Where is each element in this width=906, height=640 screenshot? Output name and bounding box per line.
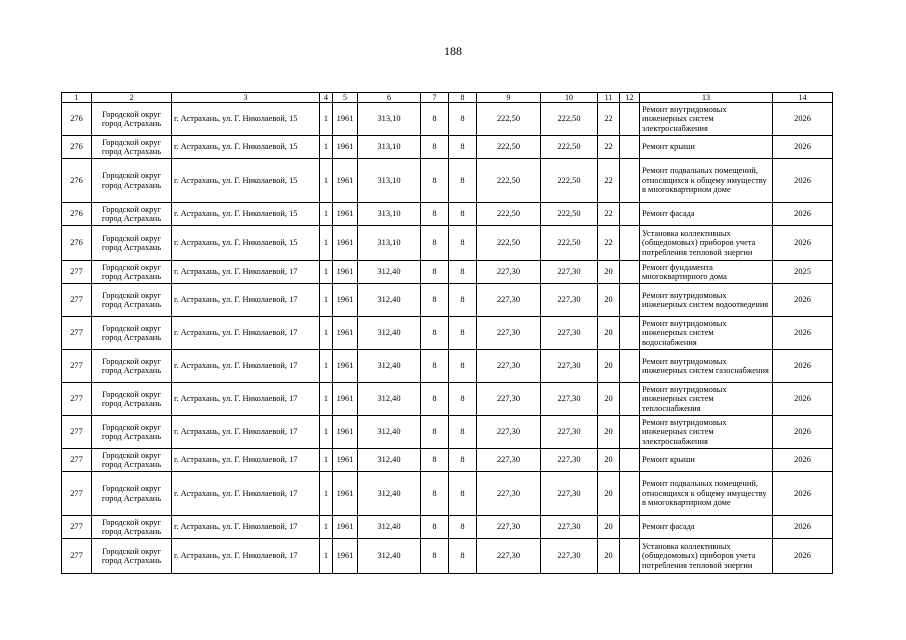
total-area-cell: 312,40 — [358, 416, 421, 449]
row-number-cell: 277 — [62, 261, 92, 284]
table-row — [62, 159, 833, 203]
residential-area-cell: 227,30 — [541, 516, 598, 539]
table-row — [62, 136, 833, 159]
address-cell: г. Астрахань, ул. Г. Николаевой, 17 — [172, 317, 320, 350]
build-year-cell: 1961 — [333, 159, 358, 203]
deadline-cell: 2026 — [773, 472, 833, 516]
living-area-cell: 222,50 — [477, 159, 541, 203]
district-cell: Городской округ город Астрахань — [92, 261, 172, 284]
residential-area-cell: 227,30 — [541, 284, 598, 317]
deadline-cell: 2026 — [773, 136, 833, 159]
residential-area-cell: 222,50 — [541, 103, 598, 136]
work-type-cell: Ремонт внутридомовых инженерных систем электроснабжения — [640, 416, 773, 449]
col-8-cell: 8 — [449, 416, 477, 449]
residents-cell: 20 — [598, 383, 620, 416]
col-4-cell: 1 — [320, 472, 333, 516]
district-cell: Городской округ город Астрахань — [92, 317, 172, 350]
deadline-cell: 2026 — [773, 539, 833, 574]
total-area-cell: 312,40 — [358, 261, 421, 284]
table-row — [62, 226, 833, 261]
row-number-cell: 276 — [62, 136, 92, 159]
build-year-cell: 1961 — [333, 350, 358, 383]
total-area-cell: 313,10 — [358, 203, 421, 226]
living-area-cell: 227,30 — [477, 539, 541, 574]
deadline-cell: 2026 — [773, 159, 833, 203]
row-number-cell: 276 — [62, 226, 92, 261]
col-4-cell: 1 — [320, 416, 333, 449]
residential-area-cell: 227,30 — [541, 261, 598, 284]
district-cell: Городской округ город Астрахань — [92, 472, 172, 516]
work-type-cell: Ремонт фасада — [640, 516, 773, 539]
col-4-cell: 1 — [320, 103, 333, 136]
column-number-cell: 1 — [62, 93, 92, 103]
col-7-cell: 8 — [421, 539, 449, 574]
residents-cell: 20 — [598, 539, 620, 574]
col-4-cell: 1 — [320, 539, 333, 574]
column-number-cell: 4 — [320, 93, 333, 103]
col-7-cell: 8 — [421, 516, 449, 539]
col-8-cell: 8 — [449, 350, 477, 383]
district-cell: Городской округ город Астрахань — [92, 203, 172, 226]
col-8-cell: 8 — [449, 317, 477, 350]
table-row — [62, 350, 833, 383]
row-number-cell: 277 — [62, 284, 92, 317]
col-12-cell — [620, 261, 640, 284]
col-12-cell — [620, 226, 640, 261]
work-type-cell: Ремонт внутридомовых инженерных систем водоснабжения — [640, 317, 773, 350]
col-8-cell: 8 — [449, 472, 477, 516]
deadline-cell: 2026 — [773, 449, 833, 472]
page-number: 188 — [444, 44, 462, 58]
column-number-cell: 2 — [92, 93, 172, 103]
residential-area-cell: 227,30 — [541, 472, 598, 516]
deadline-cell: 2026 — [773, 516, 833, 539]
col-4-cell: 1 — [320, 159, 333, 203]
table-row — [62, 516, 833, 539]
district-cell: Городской округ город Астрахань — [92, 449, 172, 472]
build-year-cell: 1961 — [333, 136, 358, 159]
col-12-cell — [620, 203, 640, 226]
col-7-cell: 8 — [421, 136, 449, 159]
col-8-cell: 8 — [449, 261, 477, 284]
col-12-cell — [620, 159, 640, 203]
living-area-cell: 227,30 — [477, 317, 541, 350]
table-row — [62, 317, 833, 350]
row-number-cell: 277 — [62, 383, 92, 416]
deadline-cell: 2026 — [773, 103, 833, 136]
address-cell: г. Астрахань, ул. Г. Николаевой, 15 — [172, 203, 320, 226]
column-number-cell: 12 — [620, 93, 640, 103]
deadline-cell: 2026 — [773, 416, 833, 449]
district-cell: Городской округ город Астрахань — [92, 416, 172, 449]
table-row — [62, 539, 833, 574]
col-12-cell — [620, 449, 640, 472]
col-4-cell: 1 — [320, 136, 333, 159]
col-7-cell: 8 — [421, 159, 449, 203]
address-cell: г. Астрахань, ул. Г. Николаевой, 15 — [172, 159, 320, 203]
living-area-cell: 227,30 — [477, 261, 541, 284]
residential-area-cell: 227,30 — [541, 383, 598, 416]
col-4-cell: 1 — [320, 203, 333, 226]
table-row — [62, 472, 833, 516]
column-number-row — [62, 93, 833, 103]
district-cell: Городской округ город Астрахань — [92, 539, 172, 574]
col-12-cell — [620, 350, 640, 383]
district-cell: Городской округ город Астрахань — [92, 284, 172, 317]
build-year-cell: 1961 — [333, 226, 358, 261]
col-7-cell: 8 — [421, 383, 449, 416]
work-type-cell: Ремонт крыши — [640, 136, 773, 159]
row-number-cell: 277 — [62, 472, 92, 516]
work-type-cell: Ремонт фундамента многоквартирного дома — [640, 261, 773, 284]
living-area-cell: 227,30 — [477, 516, 541, 539]
column-number-cell: 14 — [773, 93, 833, 103]
col-4-cell: 1 — [320, 261, 333, 284]
deadline-cell: 2026 — [773, 203, 833, 226]
build-year-cell: 1961 — [333, 284, 358, 317]
col-7-cell: 8 — [421, 284, 449, 317]
col-4-cell: 1 — [320, 317, 333, 350]
living-area-cell: 222,50 — [477, 103, 541, 136]
row-number-cell: 277 — [62, 516, 92, 539]
col-7-cell: 8 — [421, 472, 449, 516]
col-4-cell: 1 — [320, 449, 333, 472]
address-cell: г. Астрахань, ул. Г. Николаевой, 15 — [172, 226, 320, 261]
work-type-cell: Ремонт подвальных помещений, относящихся к общему имуществу в многоквартирном доме — [640, 472, 773, 516]
row-number-cell: 277 — [62, 539, 92, 574]
district-cell: Городской округ город Астрахань — [92, 159, 172, 203]
residential-area-cell: 227,30 — [541, 317, 598, 350]
build-year-cell: 1961 — [333, 472, 358, 516]
residential-area-cell: 227,30 — [541, 350, 598, 383]
col-4-cell: 1 — [320, 284, 333, 317]
table-row — [62, 383, 833, 416]
row-number-cell: 277 — [62, 317, 92, 350]
col-7-cell: 8 — [421, 261, 449, 284]
col-7-cell: 8 — [421, 103, 449, 136]
column-number-cell: 10 — [541, 93, 598, 103]
col-12-cell — [620, 284, 640, 317]
table-body — [62, 93, 833, 574]
living-area-cell: 227,30 — [477, 416, 541, 449]
total-area-cell: 312,40 — [358, 350, 421, 383]
build-year-cell: 1961 — [333, 383, 358, 416]
residents-cell: 20 — [598, 449, 620, 472]
build-year-cell: 1961 — [333, 416, 358, 449]
col-8-cell: 8 — [449, 203, 477, 226]
residential-area-cell: 227,30 — [541, 449, 598, 472]
build-year-cell: 1961 — [333, 317, 358, 350]
row-number-cell: 276 — [62, 103, 92, 136]
address-cell: г. Астрахань, ул. Г. Николаевой, 17 — [172, 416, 320, 449]
column-number-cell: 9 — [477, 93, 541, 103]
col-12-cell — [620, 539, 640, 574]
column-number-cell: 5 — [333, 93, 358, 103]
build-year-cell: 1961 — [333, 449, 358, 472]
build-year-cell: 1961 — [333, 203, 358, 226]
address-cell: г. Астрахань, ул. Г. Николаевой, 17 — [172, 449, 320, 472]
table-row — [62, 203, 833, 226]
col-8-cell: 8 — [449, 103, 477, 136]
address-cell: г. Астрахань, ул. Г. Николаевой, 15 — [172, 136, 320, 159]
build-year-cell: 1961 — [333, 103, 358, 136]
district-cell: Городской округ город Астрахань — [92, 136, 172, 159]
col-8-cell: 8 — [449, 136, 477, 159]
district-cell: Городской округ город Астрахань — [92, 103, 172, 136]
total-area-cell: 312,40 — [358, 516, 421, 539]
col-12-cell — [620, 416, 640, 449]
deadline-cell: 2025 — [773, 261, 833, 284]
residents-cell: 20 — [598, 416, 620, 449]
residential-area-cell: 227,30 — [541, 539, 598, 574]
living-area-cell: 227,30 — [477, 449, 541, 472]
row-number-cell: 277 — [62, 416, 92, 449]
residents-cell: 22 — [598, 226, 620, 261]
work-type-cell: Ремонт внутридомовых инженерных систем электроснабжения — [640, 103, 773, 136]
residential-area-cell: 227,30 — [541, 416, 598, 449]
residents-cell: 22 — [598, 103, 620, 136]
address-cell: г. Астрахань, ул. Г. Николаевой, 17 — [172, 350, 320, 383]
work-type-cell: Ремонт внутридомовых инженерных систем газоснабжения — [640, 350, 773, 383]
residents-cell: 20 — [598, 472, 620, 516]
col-12-cell — [620, 472, 640, 516]
living-area-cell: 222,50 — [477, 226, 541, 261]
work-type-cell: Установка коллективных (общедомовых) приборов учета потребления тепловой энергии — [640, 539, 773, 574]
col-7-cell: 8 — [421, 317, 449, 350]
address-cell: г. Астрахань, ул. Г. Николаевой, 17 — [172, 383, 320, 416]
table-row — [62, 103, 833, 136]
total-area-cell: 313,10 — [358, 226, 421, 261]
residents-cell: 22 — [598, 136, 620, 159]
residential-area-cell: 222,50 — [541, 136, 598, 159]
living-area-cell: 227,30 — [477, 350, 541, 383]
col-7-cell: 8 — [421, 203, 449, 226]
deadline-cell: 2026 — [773, 284, 833, 317]
col-12-cell — [620, 103, 640, 136]
residents-cell: 20 — [598, 317, 620, 350]
col-8-cell: 8 — [449, 383, 477, 416]
residents-cell: 22 — [598, 159, 620, 203]
col-4-cell: 1 — [320, 350, 333, 383]
total-area-cell: 312,40 — [358, 383, 421, 416]
total-area-cell: 313,10 — [358, 159, 421, 203]
district-cell: Городской округ город Астрахань — [92, 350, 172, 383]
row-number-cell: 277 — [62, 449, 92, 472]
build-year-cell: 1961 — [333, 516, 358, 539]
col-4-cell: 1 — [320, 383, 333, 416]
total-area-cell: 312,40 — [358, 449, 421, 472]
work-type-cell: Ремонт внутридомовых инженерных систем теплоснабжения — [640, 383, 773, 416]
table-row — [62, 416, 833, 449]
address-cell: г. Астрахань, ул. Г. Николаевой, 15 — [172, 103, 320, 136]
deadline-cell: 2026 — [773, 350, 833, 383]
column-number-cell: 3 — [172, 93, 320, 103]
work-type-cell: Установка коллективных (общедомовых) приборов учета потребления тепловой энергии — [640, 226, 773, 261]
col-4-cell: 1 — [320, 516, 333, 539]
build-year-cell: 1961 — [333, 539, 358, 574]
column-number-cell: 13 — [640, 93, 773, 103]
build-year-cell: 1961 — [333, 261, 358, 284]
living-area-cell: 222,50 — [477, 136, 541, 159]
deadline-cell: 2026 — [773, 317, 833, 350]
address-cell: г. Астрахань, ул. Г. Николаевой, 17 — [172, 284, 320, 317]
total-area-cell: 313,10 — [358, 136, 421, 159]
column-number-cell: 7 — [421, 93, 449, 103]
district-cell: Городской округ город Астрахань — [92, 383, 172, 416]
repair-schedule-table — [61, 92, 833, 574]
col-7-cell: 8 — [421, 416, 449, 449]
row-number-cell: 277 — [62, 350, 92, 383]
deadline-cell: 2026 — [773, 226, 833, 261]
work-type-cell: Ремонт внутридомовых инженерных систем водоотведения — [640, 284, 773, 317]
address-cell: г. Астрахань, ул. Г. Николаевой, 17 — [172, 516, 320, 539]
living-area-cell: 227,30 — [477, 472, 541, 516]
work-type-cell: Ремонт фасада — [640, 203, 773, 226]
col-12-cell — [620, 317, 640, 350]
col-12-cell — [620, 516, 640, 539]
address-cell: г. Астрахань, ул. Г. Николаевой, 17 — [172, 539, 320, 574]
living-area-cell: 227,30 — [477, 284, 541, 317]
address-cell: г. Астрахань, ул. Г. Николаевой, 17 — [172, 261, 320, 284]
total-area-cell: 312,40 — [358, 472, 421, 516]
table-row — [62, 284, 833, 317]
total-area-cell: 312,40 — [358, 284, 421, 317]
district-cell: Городской округ город Астрахань — [92, 226, 172, 261]
row-number-cell: 276 — [62, 203, 92, 226]
residential-area-cell: 222,50 — [541, 159, 598, 203]
col-8-cell: 8 — [449, 159, 477, 203]
col-4-cell: 1 — [320, 226, 333, 261]
col-7-cell: 8 — [421, 350, 449, 383]
table-row — [62, 449, 833, 472]
residential-area-cell: 222,50 — [541, 226, 598, 261]
col-12-cell — [620, 136, 640, 159]
col-12-cell — [620, 383, 640, 416]
col-7-cell: 8 — [421, 226, 449, 261]
residents-cell: 20 — [598, 516, 620, 539]
living-area-cell: 222,50 — [477, 203, 541, 226]
col-8-cell: 8 — [449, 284, 477, 317]
col-8-cell: 8 — [449, 539, 477, 574]
total-area-cell: 312,40 — [358, 539, 421, 574]
column-number-cell: 8 — [449, 93, 477, 103]
col-8-cell: 8 — [449, 449, 477, 472]
row-number-cell: 276 — [62, 159, 92, 203]
table-row — [62, 261, 833, 284]
work-type-cell: Ремонт крыши — [640, 449, 773, 472]
total-area-cell: 313,10 — [358, 103, 421, 136]
work-type-cell: Ремонт подвальных помещений, относящихся к общему имуществу в многоквартирном доме — [640, 159, 773, 203]
address-cell: г. Астрахань, ул. Г. Николаевой, 17 — [172, 472, 320, 516]
column-number-cell: 11 — [598, 93, 620, 103]
col-8-cell: 8 — [449, 516, 477, 539]
residents-cell: 20 — [598, 284, 620, 317]
col-8-cell: 8 — [449, 226, 477, 261]
residents-cell: 20 — [598, 261, 620, 284]
living-area-cell: 227,30 — [477, 383, 541, 416]
column-number-cell: 6 — [358, 93, 421, 103]
district-cell: Городской округ город Астрахань — [92, 516, 172, 539]
residents-cell: 20 — [598, 350, 620, 383]
residents-cell: 22 — [598, 203, 620, 226]
col-7-cell: 8 — [421, 449, 449, 472]
total-area-cell: 312,40 — [358, 317, 421, 350]
deadline-cell: 2026 — [773, 383, 833, 416]
residential-area-cell: 222,50 — [541, 203, 598, 226]
